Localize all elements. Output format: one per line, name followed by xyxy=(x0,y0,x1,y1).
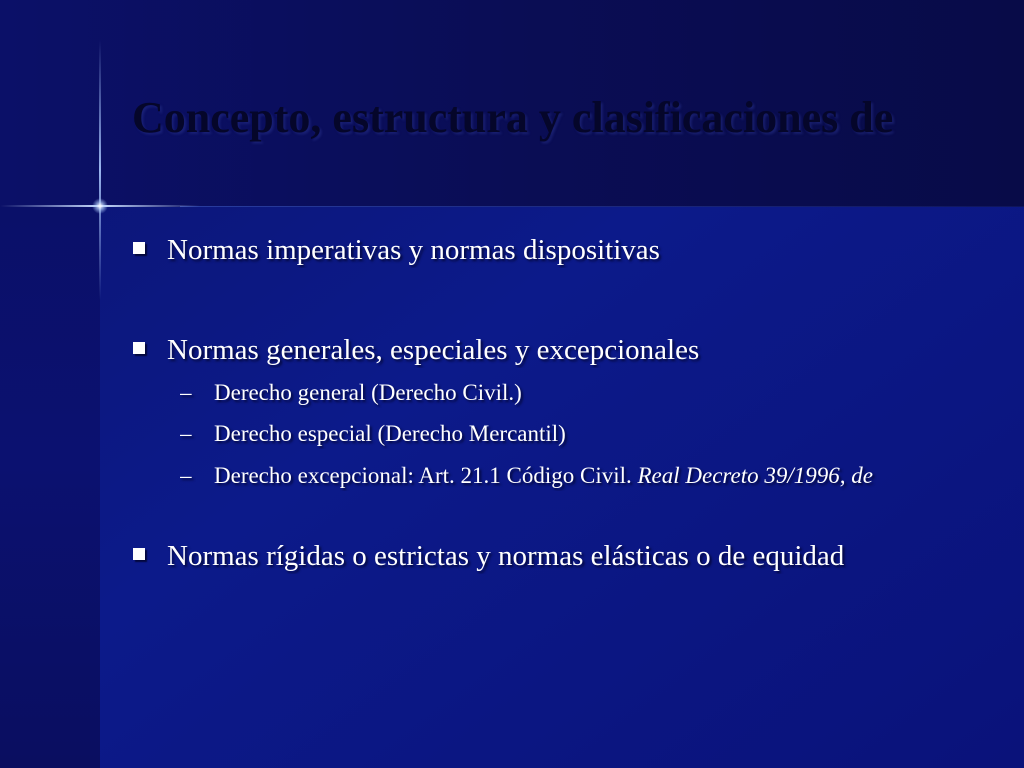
dash-marker: – xyxy=(180,380,192,405)
bullet-item xyxy=(133,332,1024,368)
bullet-text: Normas rígidas o estrictas y normas elásticas o de equidad xyxy=(167,540,845,572)
sub-bullet-text: Derecho general (Derecho Civil.) xyxy=(214,380,522,405)
square-bullet-icon xyxy=(133,242,145,254)
dash-marker: – xyxy=(180,421,192,446)
dash-marker: – xyxy=(180,463,192,488)
bullet-text: Normas generales, especiales y excepcionales xyxy=(167,334,700,366)
bullet-item xyxy=(133,232,1024,268)
sub-bullet-item xyxy=(180,378,1024,408)
sub-bullet-item xyxy=(180,419,1024,449)
square-bullet-icon xyxy=(133,342,145,354)
sub-bullet-text: Derecho excepcional: Art. 21.1 Código Civil. xyxy=(214,463,638,488)
sub-bullet-item xyxy=(180,461,1024,491)
square-bullet-icon xyxy=(133,548,145,560)
sub-bullet-text: Derecho especial (Derecho Mercantil) xyxy=(214,421,566,446)
bullet-item xyxy=(133,538,1024,574)
slide-title: Concepto, estructura y clasificaciones de xyxy=(132,93,894,142)
sub-bullet-italic-text: Real Decreto 39/1996, de xyxy=(637,463,873,488)
bullet-text: Normas imperativas y normas dispositivas xyxy=(167,234,660,266)
